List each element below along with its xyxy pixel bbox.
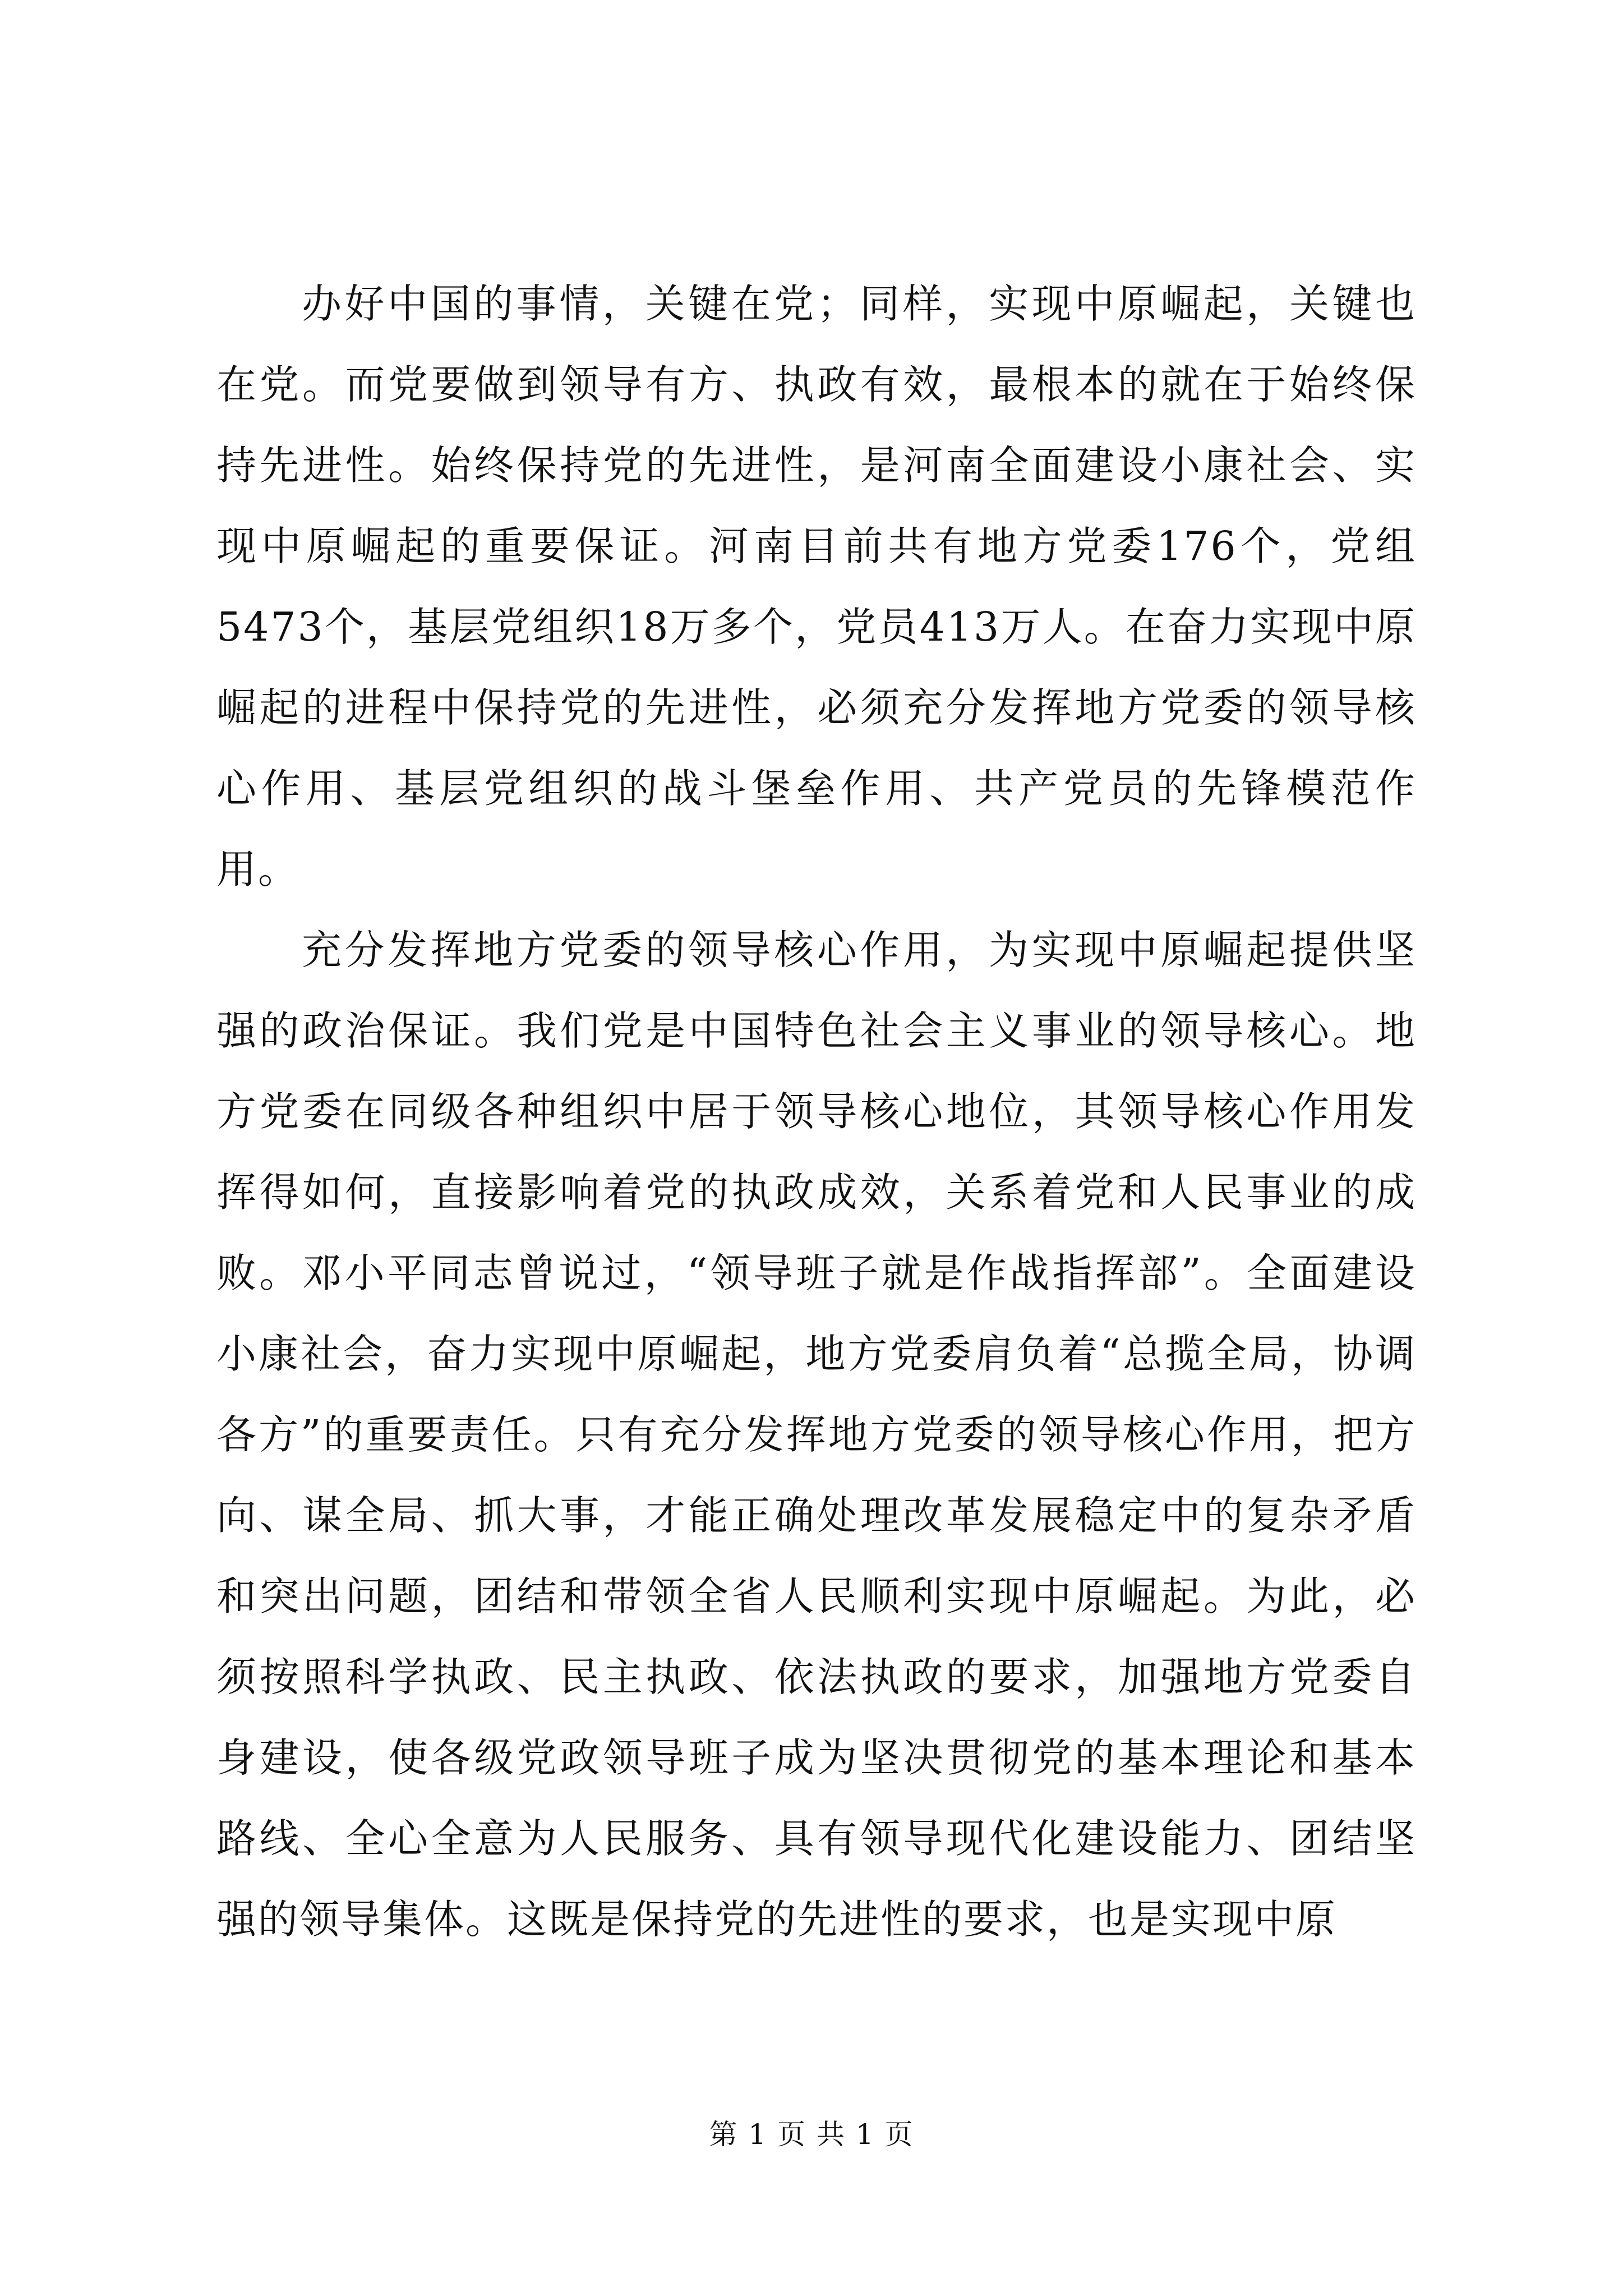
document-body bbox=[216, 264, 1417, 1960]
paragraph-2: 充分发挥地方党委的领导核心作用，为实现中原崛起提供坚强的政治保证。我们党是中国特色社会主义事业的领导核心。地方党委在同级各种组织中居于领导核心地位，其领导核心作用发挥得如何，直接影响着党的执政成效，关系着党和人民事业的成败。邓小平同志曾说过，“领导班子就是作战指挥部”。全面建设小康社会，奋力实现中原崛起，地方党委肩负着“总揽全局，协调各方”的重要责任。只有充分发挥地方党委的领导核心作用，把方向、谋全局、抓大事，才能正确处理改革发展稳定中的复杂矛盾和突出问题，团结和带领全省人民顺利实现中原崛起。为此，必须按照科学执政、民主执政、依法执政的要求，加强地方党委自身建设，使各级党政领导班子成为坚决贯彻党的基本理论和基本路线、全心全意为人民服务、具有领导现代化建设能力、团结坚强的领导集体。这既是保持党的先进性的要求，也是实现中原 bbox=[216, 927, 1417, 1943]
paragraph-1: 办好中国的事情，关键在党；同样，实现中原崛起，关键也在党。而党要做到领导有方、执政有效，最根本的就在于始终保持先进性。始终保持党的先进性，是河南全面建设小康社会、实现中原崛起的重要保证。河南目前共有地方党委176个，党组5473个，基层党组织18万多个，党员413万人。在奋力实现中原崛起的进程中保持党的先进性，必须充分发挥地方党委的领导核心作用、基层党组织的战斗堡垒作用、共产党员的先锋模范作用。 bbox=[216, 280, 1417, 892]
page-footer: 第 1 页 共 1 页 bbox=[709, 2118, 914, 2151]
